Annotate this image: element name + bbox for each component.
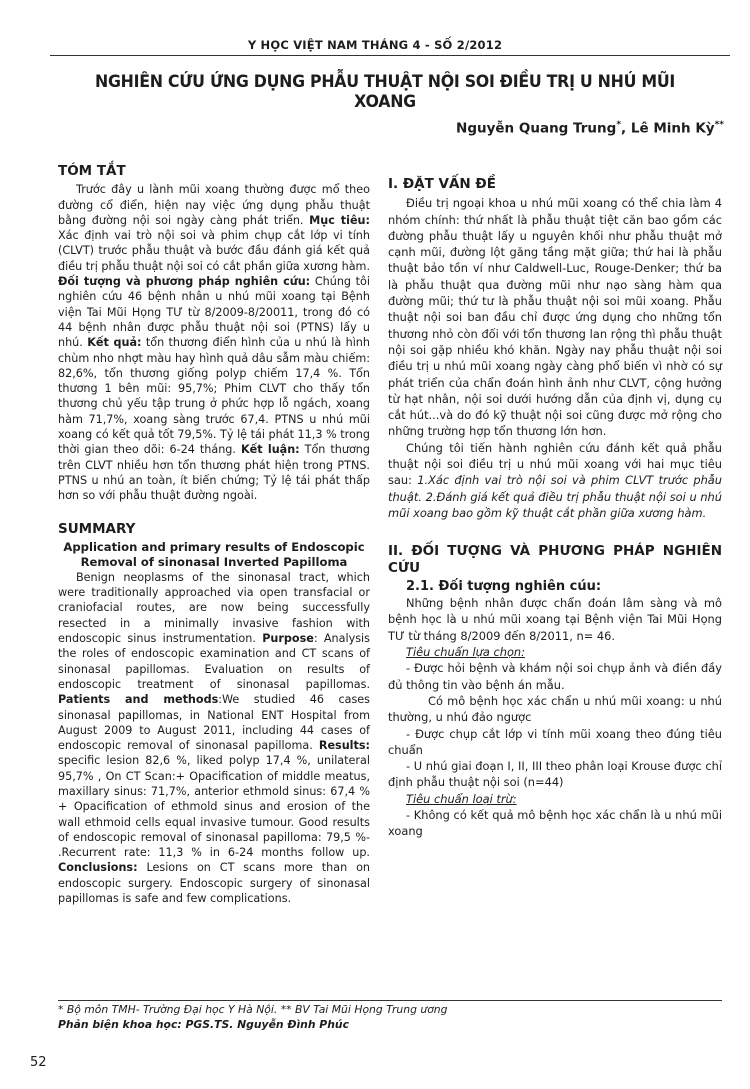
exclusion-criterion-1: - Không có kết quả mô bệnh học xác chẩn là u nhú mũi xoang xyxy=(388,807,722,839)
article-title: NGHIÊN CỨU ỨNG DỤNG PHẪU THUẬT NỘI SOI ĐIỀU TRỊ U NHÚ MŨI XOANG xyxy=(95,72,675,112)
author-2-mark: ** xyxy=(714,120,724,130)
page-number: 52 xyxy=(30,1055,47,1070)
summary-purpose-label: Purpose xyxy=(262,632,314,646)
summary-heading: SUMMARY xyxy=(58,520,136,537)
right-column xyxy=(388,176,722,840)
section2-heading: II. ĐỐI TƯỢNG VÀ PHƯƠNG PHÁP NGHIÊN CỨU xyxy=(388,543,722,576)
inclusion-criteria-heading: Tiêu chuẩn lựa chọn: xyxy=(406,645,525,660)
inclusion-criterion-2: Có mô bệnh học xác chẩn u nhú mũi xoang: u nhú thường, u nhú đảo ngược xyxy=(388,693,722,725)
inclusion-criterion-3: - Được chụp cắt lớp vi tính mũi xoang theo đúng tiêu chuẩn xyxy=(388,726,722,757)
abstract-vi-text xyxy=(58,182,370,503)
summary-text xyxy=(58,570,370,907)
inclusion-criterion-4: - U nhú giai đoạn I, II, III theo phân loại Krouse được chỉ định phẫu thuật nội soi (n=44) xyxy=(388,759,722,790)
exclusion-criteria-heading: Tiêu chuẩn loại trừ: xyxy=(406,791,517,806)
section1-paragraph-2 xyxy=(388,440,722,521)
summary-methods: :We studied 46 cases sinonasal papillomas, in National ENT Hospital from August 2009 to August 2011, including 44 cases of endoscopic removal of sinonasal papilloma. xyxy=(58,693,370,753)
summary-conclusion: Lesions on CT scans more than on endoscopic surgery. Endoscopic surgery of sinonasal papillomas is safe and few complications. xyxy=(58,861,370,906)
section2-paragraph-1: Những bệnh nhân được chẩn đoán lâm sàng và mô bệnh học là u nhú mũi xoang tại Bệnh viện Tai Mũi Họng TƯ từ tháng 8/2009 đến 8/2011, n= 46. xyxy=(388,596,722,643)
section1-objectives-intro: Chúng tôi tiến hành nghiên cứu đánh kết quả phẫu thuật nội soi điều trị u nhú mũi xoang với hai mục tiêu sau: xyxy=(388,440,722,488)
section2-subheading: 2.1. Đối tượng nghiên cúu: xyxy=(406,578,602,594)
abstract-vi-heading: TÓM TẮT xyxy=(58,163,126,179)
inclusion-criterion-1: - Được hỏi bệnh và khám nội soi chụp ảnh và điền đầy đủ thông tin vào bệnh án mẫu. xyxy=(388,661,722,692)
journal-header: Y HỌC VIỆT NAM THÁNG 4 - SỐ 2/2012 xyxy=(247,38,503,52)
summary-purpose: : Analysis the roles of endoscopic examination and CT scans of sinonasal papillomas. Evaluation on results of endoscopic treatment of sinonasal papillomas. xyxy=(58,632,370,691)
footnote-rule xyxy=(58,1000,722,1001)
footnote-affiliations: * Bộ môn TMH- Trường Đại học Y Hà Nội. ** BV Tai Mũi Họng Trung ương xyxy=(58,1003,448,1016)
author-2: Lê Minh Kỳ xyxy=(630,120,715,137)
abstract-vi-subjects: Chúng tôi nghiên cứu 46 bệnh nhân u nhú mũi xoang tại Bệnh viện Tai Mũi Họng TƯ từ 8/2009-8/20011, trong đó có 44 bệnh nhân được phẫu thuật nội soi (PTNS) lấy u nhú. xyxy=(58,275,371,350)
authors xyxy=(456,120,724,137)
summary-results: specific lesion 82,6 %, liked polyp 17,4 %, unilateral 95,7% , On CT Scan:+ Opacification of middle meatus, maxillary sinus: 71,7%, anterior ethmold sinus: 67,4 % + Opacification of ethmold sinus and erosion of the wall ethmoid cells equal invasive tumour. Good results of endoscopic removal of sinonasal papilloma: 79,5 %- .Recurrent rate: 11,3 % in 6-24 months follow up. xyxy=(58,754,370,860)
header-rule xyxy=(50,55,730,56)
author-1-mark: * xyxy=(616,120,622,130)
section1-heading: I. ĐẶT VẤN ĐỀ xyxy=(388,176,496,192)
summary-title: Application and primary results of Endoscopic Removal of sinonasal Inverted Papilloma xyxy=(63,539,365,569)
abstract-vi-intro: Trước đây u lành mũi xoang thường được mổ theo đường cổ điển, hiện nay việc ứng dụng phẫu thuật bằng đường nội soi ngày càng phát triển. xyxy=(58,183,370,227)
section1-objectives: 1.Xác định vai trò nội soi và phim CLVT trước phẫu thuật. 2.Đánh giá kết quả điều trị phẫu thuật nội soi u nhú mũi xoang bao gồm kỹ thuật cắt phần giữa xương hàm. xyxy=(388,473,723,520)
summary-intro: Benign neoplasms of the sinonasal tract, which were traditionally approached via open transfacial or craniofacial routes, are now being successfully resected in a minimally invasive fashion with endoscopic sinus instrumentation. xyxy=(58,570,370,646)
abstract-vi-goal-label: Mục tiêu: xyxy=(309,213,370,227)
summary-conclusion-label: Conclusions: xyxy=(58,861,138,875)
left-column xyxy=(58,164,370,906)
abstract-vi-results: tổn thương điển hình của u nhú là hình chùm nho nhợt màu hay hình quả dâu sẫm màu chiếm: 82,6%, tổn thương giống polyp chiếm 17,4 %. Tổn thương 1 bên mũi: 95,7%; Phim CLVT cho thấy tổn thương chủ yếu tập trung ở phức hợp lỗ ngách, xoang hàm 71,7%, xoang sàng trước 67,4. PTNS u nhú mũi xoang có kết quả tốt 79,5%. Tỷ lệ tái phát 11,3 % trong thời gian theo dõi: 6-24 tháng. xyxy=(58,336,370,457)
abstract-vi-goal: Xác định vai trò nội soi và phim chụp cắt lớp vi tính (CLVT) trước phẫu thuật và bước đầu đánh giá kết quả điều trị phẫu thuật nội soi có cắt phần giữa xương hàm. xyxy=(58,229,370,273)
abstract-vi-conclusion-label: Kết luận: xyxy=(240,443,300,457)
section1-paragraph-1: Điều trị ngoại khoa u nhú mũi xoang có thể chia làm 4 nhóm chính: thứ nhất là phẫu thuật tiệt căn bao gồm các đường phẫu thuật lấy u nguyên khối như phẫu thuật mở cạnh mũi, đường lột găng tầng mặt giữa; thứ hai là phẫu thuật bảo tồn ví như Caldwell-Luc, Rouge-Denker; thứ ba là phẫu thuật qua đường mũi như nạo sàng hàm qua đường mũi; thứ tư là phẫu thuật nội soi mũi xoang. Phẫu thuật nội soi ban đầu chỉ được ứng dụng cho những tổn thương nhỏ còn đối với tổn thương lan rộng thì phẫu thuật nội soi gặp nhiều khó khăn. Ngày nay phẫu thuật nội soi điều trị u nhú mũi xoang ngày càng phổ biến vì nhờ có sự phát triển của chẩn đoán hình ảnh như CLVT, cộng hưởng từ hạt nhân, nội soi dưới hướng dẫn của định vị, dụng cụ cắt hút...và do đó kỹ thuật nội soi cũng được mở rộng cho những trường hợp tổn thương lớn hơn. xyxy=(388,196,722,439)
abstract-vi-results-label: Kết quả: xyxy=(87,336,142,350)
abstract-vi-conclusion: Tổn thương trên CLVT nhiều hơn tổn thương phát hiện trong PTNS. PTNS u nhú an toàn, ít biến chứng; Tỷ lệ tái phát thấp hơn so với phẫu thuật đường ngoài. xyxy=(58,443,370,503)
author-1: Nguyễn Quang Trung xyxy=(456,120,617,137)
footnote-reviewer: Phản biện khoa học: PGS.TS. Nguyễn Đình Phúc xyxy=(58,1018,349,1031)
abstract-vi-subjects-label: Đối tượng và phương pháp nghiên cứu: xyxy=(58,275,311,289)
author-separator: , xyxy=(621,120,631,137)
summary-results-label: Results: xyxy=(318,739,370,753)
summary-methods-label: Patients and methods xyxy=(58,693,219,707)
